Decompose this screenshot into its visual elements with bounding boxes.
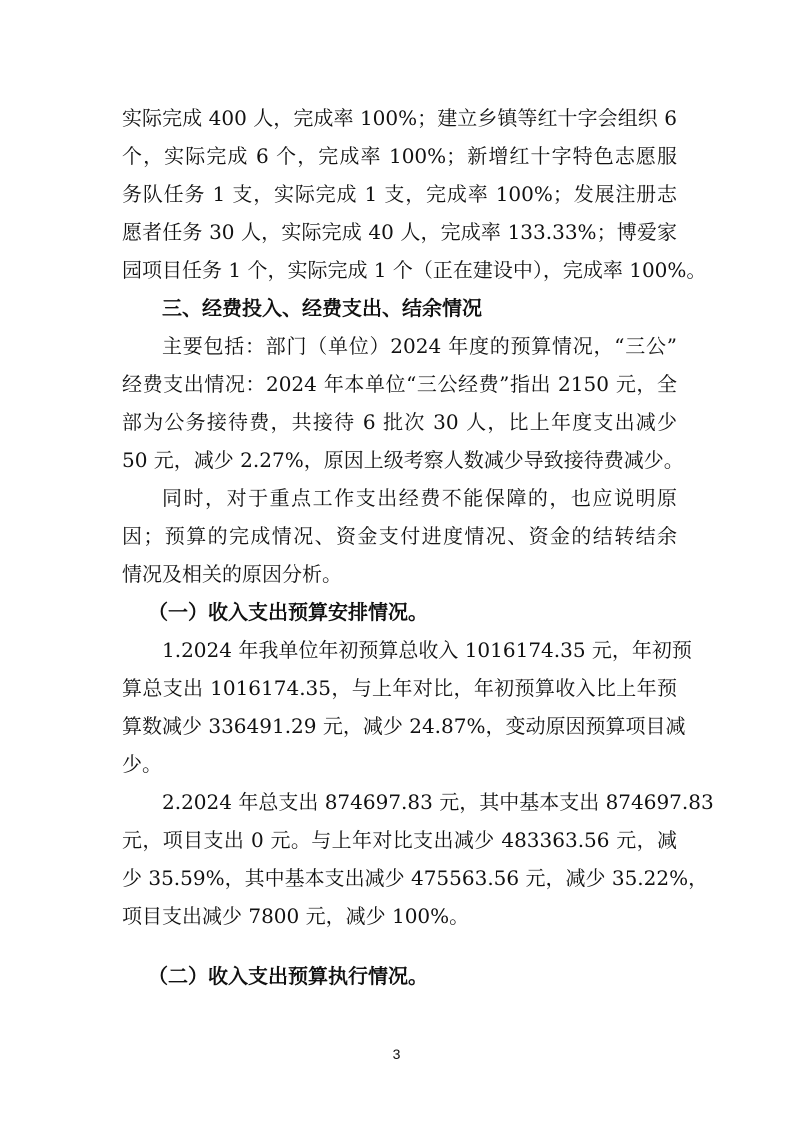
paragraph-line: 同时，对于重点工作支出经费不能保障的，也应说明原	[162, 486, 677, 510]
section-heading: 三、经费投入、经费支出、结余情况	[162, 296, 482, 320]
paragraph-line: 项目支出减少 7800 元，减少 100%。	[122, 904, 470, 928]
paragraph-line: 部为公务接待费，共接待 6 批次 30 人，比上年度支出减少	[122, 410, 677, 434]
paragraph-line: 50 元，减少 2.27%，原因上级考察人数减少导致接待费减少。	[122, 448, 684, 472]
paragraph-line: 元，项目支出 0 元。与上年对比支出减少 483363.56 元，减	[122, 828, 677, 852]
paragraph-line: 算总支出 1016174.35，与上年对比，年初预算收入比上年预	[122, 676, 677, 700]
paragraph-line: 经费支出情况：2024 年本单位“三公经费”指出 2150 元，全	[122, 372, 677, 396]
paragraph-line: 少 35.59%，其中基本支出减少 475563.56 元，减少 35.22%，	[122, 866, 709, 890]
subsection-heading: （一）收入支出预算安排情况。	[148, 600, 428, 624]
paragraph-line: 实际完成 400 人，完成率 100%；建立乡镇等红十字会组织 6	[122, 106, 677, 130]
paragraph-line: 个，实际完成 6 个，完成率 100%；新增红十字特色志愿服	[122, 144, 677, 168]
paragraph-line: 情况及相关的原因分析。	[122, 562, 342, 586]
paragraph-line: 2.2024 年总支出 874697.83 元，其中基本支出 874697.83	[162, 790, 714, 814]
subsection-heading: （二）收入支出预算执行情况。	[148, 964, 428, 988]
paragraph-line: 愿者任务 30 人，实际完成 40 人，完成率 133.33%；博爱家	[122, 220, 677, 244]
paragraph-line: 务队任务 1 支，实际完成 1 支，完成率 100%；发展注册志	[122, 182, 677, 206]
paragraph-line: 1.2024 年我单位年初预算总收入 1016174.35 元，年初预	[162, 638, 692, 662]
paragraph-line: 算数减少 336491.29 元，减少 24.87%，变动原因预算项目减	[122, 714, 686, 738]
paragraph-line: 少。	[122, 752, 162, 776]
paragraph-line: 园项目任务 1 个，实际完成 1 个（正在建设中），完成率 100%。	[122, 258, 707, 282]
page-number: 3	[392, 1046, 401, 1062]
paragraph-line: 因；预算的完成情况、资金支付进度情况、资金的结转结余	[122, 524, 677, 548]
paragraph-line: 主要包括：部门（单位）2024 年度的预算情况，“三公”	[162, 334, 677, 358]
